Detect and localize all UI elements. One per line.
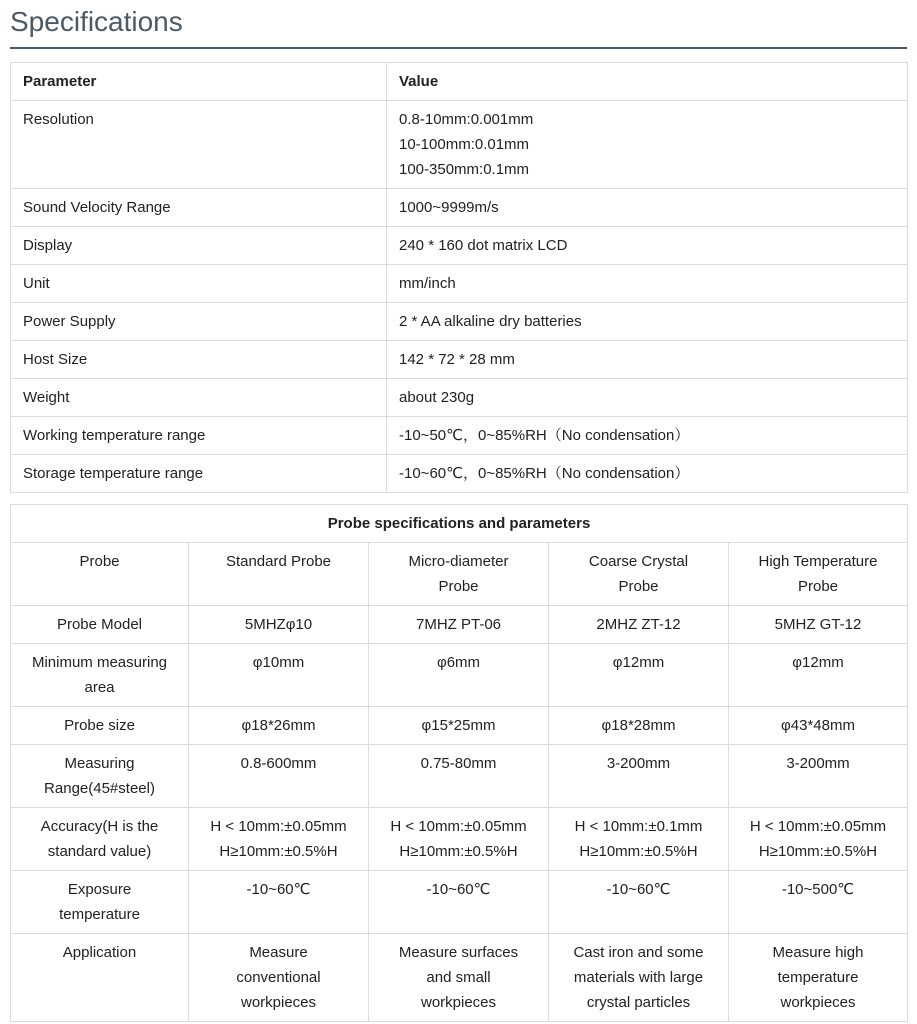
probe-row [11,543,908,606]
probe-cell [369,707,549,745]
probe-cell [729,745,908,808]
probe-cell-line: Standard Probe [225,553,332,570]
probe-cell-line: area [84,679,115,696]
probe-cell-line: Application [62,944,137,961]
probe-cell-line: Micro-diameter [408,553,509,570]
probe-cell [549,934,729,1022]
spec-value-line: about 230g [399,389,475,406]
probe-cell-line: materials with large [573,969,704,986]
probe-cell [729,934,908,1022]
probe-cell-line: workpieces [240,994,317,1011]
spec-parameter: Power Supply [11,303,387,341]
probe-cell-line: φ15*25mm [421,717,496,734]
spec-row [11,265,908,303]
spec-table [10,62,908,493]
page-title: Specifications [10,6,183,37]
spec-value [387,455,908,493]
probe-cell-line: Accuracy(H is the [40,818,159,835]
probe-row [11,606,908,644]
spec-parameter: Display [11,227,387,265]
spec-row [11,341,908,379]
probe-cell-line: 0.75-80mm [420,755,497,772]
spec-value-line: 240 * 160 dot matrix LCD [399,237,568,254]
spec-value-line: -10~60℃，0~85%RH（No condensation） [399,465,690,482]
spec-value [387,265,908,303]
probe-cell [369,808,549,871]
probe-cell-line: temperature [59,906,140,923]
probe-cell-line: -10~500℃ [781,881,855,898]
spec-value [387,341,908,379]
spec-value-line: mm/inch [399,275,456,292]
spec-value-line: 100-350mm:0.1mm [399,161,530,178]
probe-cell [729,871,908,934]
probe-cell [549,644,729,707]
probe-cell [369,606,549,644]
probe-cell-line: 3-200mm [786,755,850,772]
spec-value [387,379,908,417]
probe-cell-line: -10~60℃ [246,881,311,898]
probe-cell [189,808,369,871]
probe-cell-line: Measure high [772,944,864,961]
probe-cell-line: temperature [777,969,859,986]
probe-cell [189,543,369,606]
spec-value [387,303,908,341]
probe-cell-line: Minimum measuring [31,654,168,671]
probe-cell-line: High Temperature [758,553,878,570]
spec-value-line: 0.8-10mm:0.001mm [399,111,534,128]
probe-cell-line: φ12mm [612,654,665,671]
probe-cell [729,808,908,871]
probe-cell [369,644,549,707]
spec-row [11,189,908,227]
probe-cell-line: Measuring [64,755,135,772]
spec-row [11,303,908,341]
probe-cell [189,707,369,745]
probe-cell-line: Coarse Crystal [588,553,689,570]
probe-row [11,644,908,707]
spec-header-value: Value [387,63,908,101]
probe-cell [189,871,369,934]
probe-cell [189,644,369,707]
probe-cell-line: 3-200mm [606,755,671,772]
probe-cell [189,934,369,1022]
probe-row-label [11,934,189,1022]
probe-cell [189,745,369,808]
page-heading [10,0,907,49]
probe-cell-line: φ6mm [436,654,481,671]
probe-cell-line: standard value) [47,843,152,860]
probe-cell [189,606,369,644]
spec-parameter: Storage temperature range [11,455,387,493]
probe-cell-line: H≥10mm:±0.5%H [399,843,518,860]
spec-value [387,227,908,265]
probe-cell [729,644,908,707]
spec-value-line: 1000~9999m/s [399,199,499,216]
probe-cell [369,745,549,808]
probe-table-title: Probe specifications and parameters [11,505,908,543]
probe-cell-line: φ10mm [252,654,305,671]
probe-cell-line: and small [426,969,491,986]
probe-cell [549,707,729,745]
spec-parameter: Weight [11,379,387,417]
probe-cell-line: φ12mm [792,654,844,671]
probe-cell [549,606,729,644]
probe-cell [729,606,908,644]
spec-parameter: Sound Velocity Range [11,189,387,227]
probe-cell [549,871,729,934]
spec-row [11,379,908,417]
spec-value [387,101,908,189]
probe-cell-line: φ18*26mm [241,717,316,734]
probe-cell-line: φ43*48mm [781,717,855,734]
probe-row [11,808,908,871]
probe-cell [369,934,549,1022]
probe-cell-line: -10~60℃ [606,881,671,898]
spec-row [11,227,908,265]
spec-parameter: Unit [11,265,387,303]
probe-cell-line: 5MHZ GT-12 [774,616,862,633]
probe-row-label [11,644,189,707]
probe-cell-line: H < 10mm:±0.05mm [210,818,347,835]
probe-cell-line: φ18*28mm [601,717,676,734]
probe-cell-line: H < 10mm:±0.1mm [574,818,703,835]
probe-cell-line: -10~60℃ [426,881,491,898]
probe-row [11,934,908,1022]
spec-header-row [11,63,908,101]
probe-cell-line: Probe [797,578,839,595]
probe-title-row [11,505,908,543]
probe-cell-line: Probe Model [56,616,143,633]
probe-cell-line: H≥10mm:±0.5%H [579,843,698,860]
probe-cell-line: Exposure [67,881,132,898]
probe-row-label [11,871,189,934]
spec-value [387,417,908,455]
probe-cell-line: 0.8-600mm [240,755,317,772]
probe-row [11,707,908,745]
probe-cell-line: H < 10mm:±0.05mm [390,818,527,835]
probe-cell-line: Probe [618,578,659,595]
probe-cell-line: Range(45#steel) [44,780,155,797]
probe-table-body [11,505,908,1022]
probe-cell-line: crystal particles [586,994,691,1011]
probe-cell-line: 2MHZ ZT-12 [596,616,681,633]
probe-cell [369,543,549,606]
spec-value-line: 142 * 72 * 28 mm [399,351,515,368]
probe-cell [729,707,908,745]
probe-cell-line: conventional [236,969,321,986]
probe-cell-line: H < 10mm:±0.05mm [749,818,887,835]
spec-row [11,101,908,189]
probe-cell [369,871,549,934]
probe-cell-line: workpieces [420,994,497,1011]
probe-cell-line: Measure surfaces [398,944,519,961]
probe-cell-line: H≥10mm:±0.5%H [758,843,878,860]
probe-cell-line: Probe size [64,717,135,734]
probe-row [11,745,908,808]
spec-value-line: 10-100mm:0.01mm [399,136,530,153]
spec-header-parameter: Parameter [11,63,387,101]
probe-cell-line: 5MHZφ10 [244,616,313,633]
spec-value-line: -10~50℃，0~85%RH（No condensation） [399,427,690,444]
probe-cell [549,543,729,606]
probe-cell-line: Probe [438,578,479,595]
probe-cell-line: 7MHZ PT-06 [415,616,502,633]
spec-row [11,417,908,455]
probe-cell-line: H≥10mm:±0.5%H [219,843,338,860]
probe-row-label [11,745,189,808]
probe-table [10,504,908,1022]
spec-parameter: Resolution [11,101,387,189]
spec-value-line: 2 * AA alkaline dry batteries [399,313,582,330]
spec-table-body [11,63,908,493]
probe-cell-line: Measure [249,944,308,961]
spec-value [387,189,908,227]
spec-parameter: Working temperature range [11,417,387,455]
probe-cell [729,543,908,606]
probe-cell-line: Probe [79,553,120,570]
probe-row-label [11,606,189,644]
probe-row-label [11,707,189,745]
probe-row-label [11,543,189,606]
probe-row-label [11,808,189,871]
spec-row [11,455,908,493]
spec-parameter: Host Size [11,341,387,379]
probe-row [11,871,908,934]
probe-cell-line: Cast iron and some [573,944,704,961]
probe-cell [549,808,729,871]
probe-cell [549,745,729,808]
probe-cell-line: workpieces [780,994,856,1011]
